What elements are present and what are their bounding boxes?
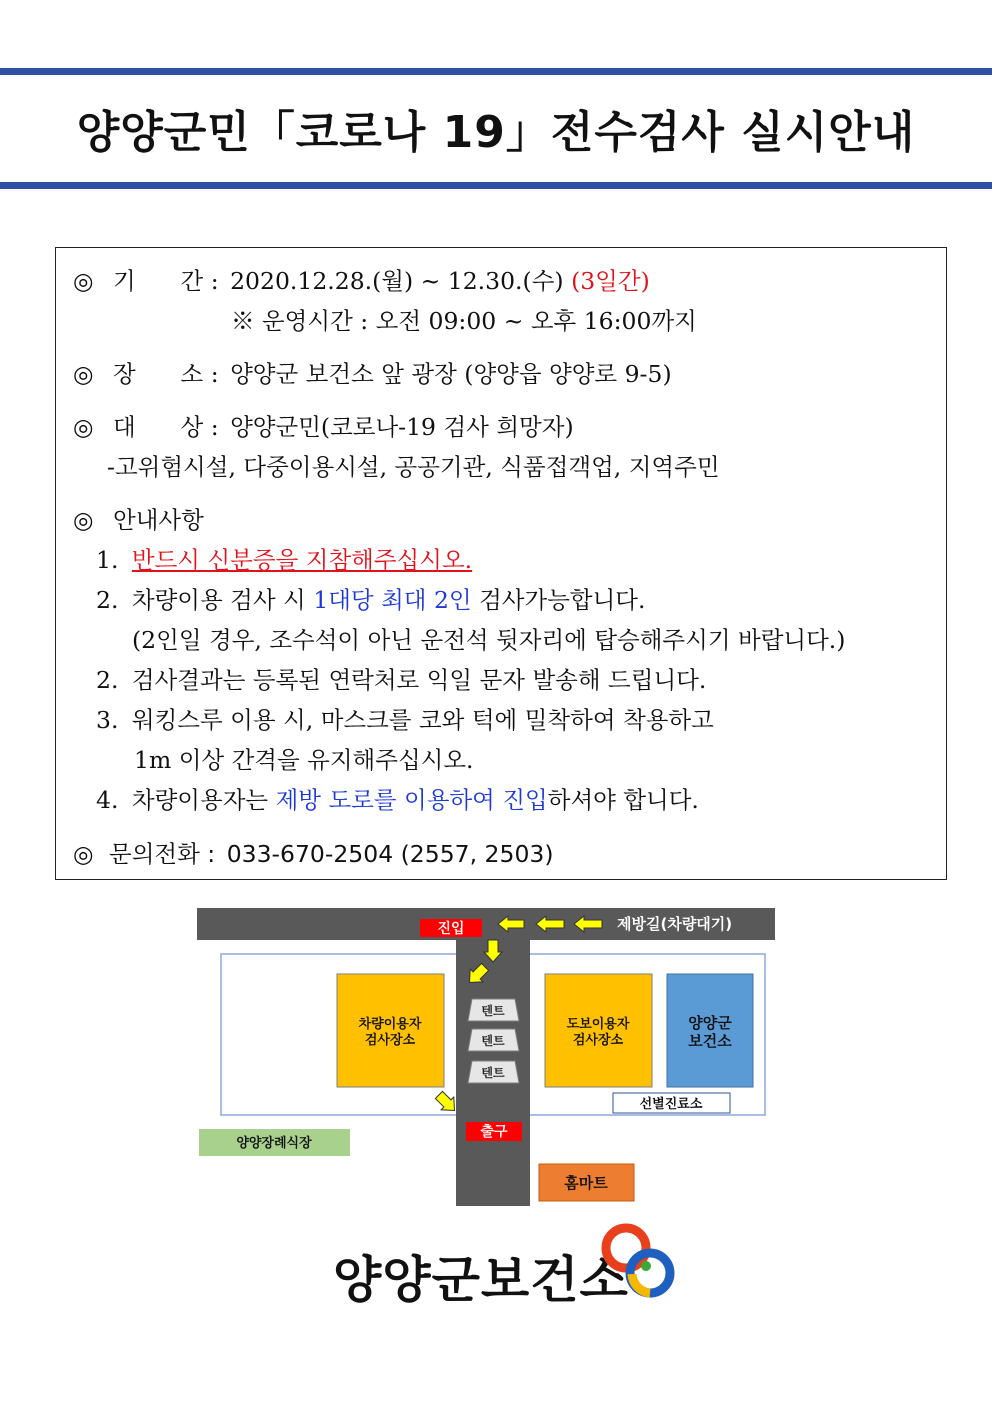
target-label: 대 상 : bbox=[113, 413, 219, 441]
tent-2 bbox=[468, 1029, 519, 1051]
health-center-label-1: 양양군 bbox=[688, 1014, 732, 1032]
funeral-hall-label: 양양장례식장 bbox=[236, 1136, 312, 1151]
target-line bbox=[73, 413, 574, 441]
notice-item-2-pre: 차량이용 검사 시 bbox=[131, 586, 306, 614]
walk-test-label-2: 검사장소 bbox=[572, 1033, 624, 1048]
homemart-label: 홈마트 bbox=[564, 1174, 608, 1192]
notice-item-5-pre: 차량이용자는 bbox=[131, 786, 269, 814]
exit-label: 출구 bbox=[480, 1124, 508, 1140]
period-dates: 2020.12.28.(월) ~ 12.30.(수) bbox=[230, 267, 564, 295]
contact-line bbox=[73, 840, 554, 868]
top-rule bbox=[0, 68, 992, 75]
notice-heading-line bbox=[73, 506, 204, 534]
car-test-label-1: 차량이용자 bbox=[358, 1017, 422, 1032]
notice-item-3-num: 2. bbox=[96, 666, 119, 694]
screening-clinic-label: 선별진료소 bbox=[639, 1097, 703, 1112]
operating-hours: ※ 운영시간 : 오전 09:00 ~ 오후 16:00까지 bbox=[231, 307, 697, 335]
contact-bullet: ◎ bbox=[73, 840, 94, 868]
notice-item-1-num: 1. bbox=[96, 546, 119, 574]
notice-item-3 bbox=[96, 666, 706, 694]
notice-item-3-text: 검사결과는 등록된 연락처로 익일 문자 발송해 드립니다. bbox=[131, 666, 707, 694]
bottom-rule bbox=[0, 182, 992, 189]
place-bullet: ◎ bbox=[73, 360, 94, 388]
period-duration: (3일간) bbox=[571, 267, 650, 295]
notice-item-4-cont: 1m 이상 간격을 유지해주십시오. bbox=[134, 746, 474, 774]
tent-1 bbox=[468, 999, 519, 1021]
notice-item-4-text: 워킹스루 이용 시, 마스크를 코와 턱에 밀착하여 착용하고 bbox=[131, 706, 714, 734]
notice-item-2 bbox=[96, 586, 645, 614]
notice-item-4-num: 3. bbox=[96, 706, 119, 734]
notice-item-1-text: 반드시 신분증을 지참해주십시오. bbox=[131, 546, 473, 574]
org-logo-icon bbox=[592, 1216, 682, 1306]
notice-item-5 bbox=[96, 786, 699, 814]
place-value: 양양군 보건소 앞 광장 (양양읍 양양로 9-5) bbox=[230, 360, 672, 388]
health-center-label-2: 보건소 bbox=[688, 1032, 732, 1050]
tent-1-label: 텐트 bbox=[481, 1004, 505, 1018]
notice-item-1 bbox=[96, 546, 472, 574]
tent-2-label: 텐트 bbox=[481, 1034, 505, 1048]
place-line bbox=[73, 360, 672, 388]
org-logo-text: 양양군보건소 bbox=[333, 1251, 629, 1309]
target-bullet: ◎ bbox=[73, 413, 94, 441]
notice-item-2-num: 2. bbox=[96, 586, 119, 614]
notice-item-5-h1: 제방 도로를 이용하여 bbox=[275, 786, 495, 814]
notice-item-5-num: 4. bbox=[96, 786, 119, 814]
entry-label: 진입 bbox=[437, 921, 465, 937]
notice-item-2-highlight: 1대당 최대 2인 bbox=[313, 586, 472, 614]
period-label: 기 간 : bbox=[113, 267, 219, 295]
notice-bullet: ◎ bbox=[73, 506, 94, 534]
tent-3 bbox=[468, 1061, 519, 1083]
period-line bbox=[73, 267, 650, 295]
notice-item-5-post: 하셔야 합니다. bbox=[547, 786, 699, 814]
page-title: 양양군민「코로나 19」전수검사 실시안내 bbox=[76, 107, 916, 158]
notice-item-2-note: (2인일 경우, 조수석이 아닌 운전석 뒷자리에 탑승해주시기 바랍니다.) bbox=[132, 626, 846, 654]
notice-item-2-post: 검사가능합니다. bbox=[479, 586, 646, 614]
target-value: 양양군민(코로나-19 검사 희망자) bbox=[230, 413, 574, 441]
contact-label: 문의전화 : bbox=[109, 840, 216, 868]
car-test-label-2: 검사장소 bbox=[364, 1033, 416, 1048]
walk-test-label-1: 도보이용자 bbox=[566, 1017, 630, 1032]
place-label: 장 소 : bbox=[113, 360, 219, 388]
notice-heading: 안내사항 bbox=[113, 506, 204, 534]
notice-item-5-h2: 진입 bbox=[502, 786, 548, 814]
contact-value: 033-670-2504 (2557, 2503) bbox=[226, 840, 554, 868]
tent-3-label: 텐트 bbox=[481, 1066, 505, 1080]
notice-item-4 bbox=[96, 706, 714, 734]
road-label: 제방길(차량대기) bbox=[617, 915, 733, 933]
info-box bbox=[55, 247, 947, 880]
period-bullet: ◎ bbox=[73, 267, 94, 295]
target-detail: -고위험시설, 다중이용시설, 공공기관, 식품접객업, 지역주민 bbox=[107, 453, 720, 481]
